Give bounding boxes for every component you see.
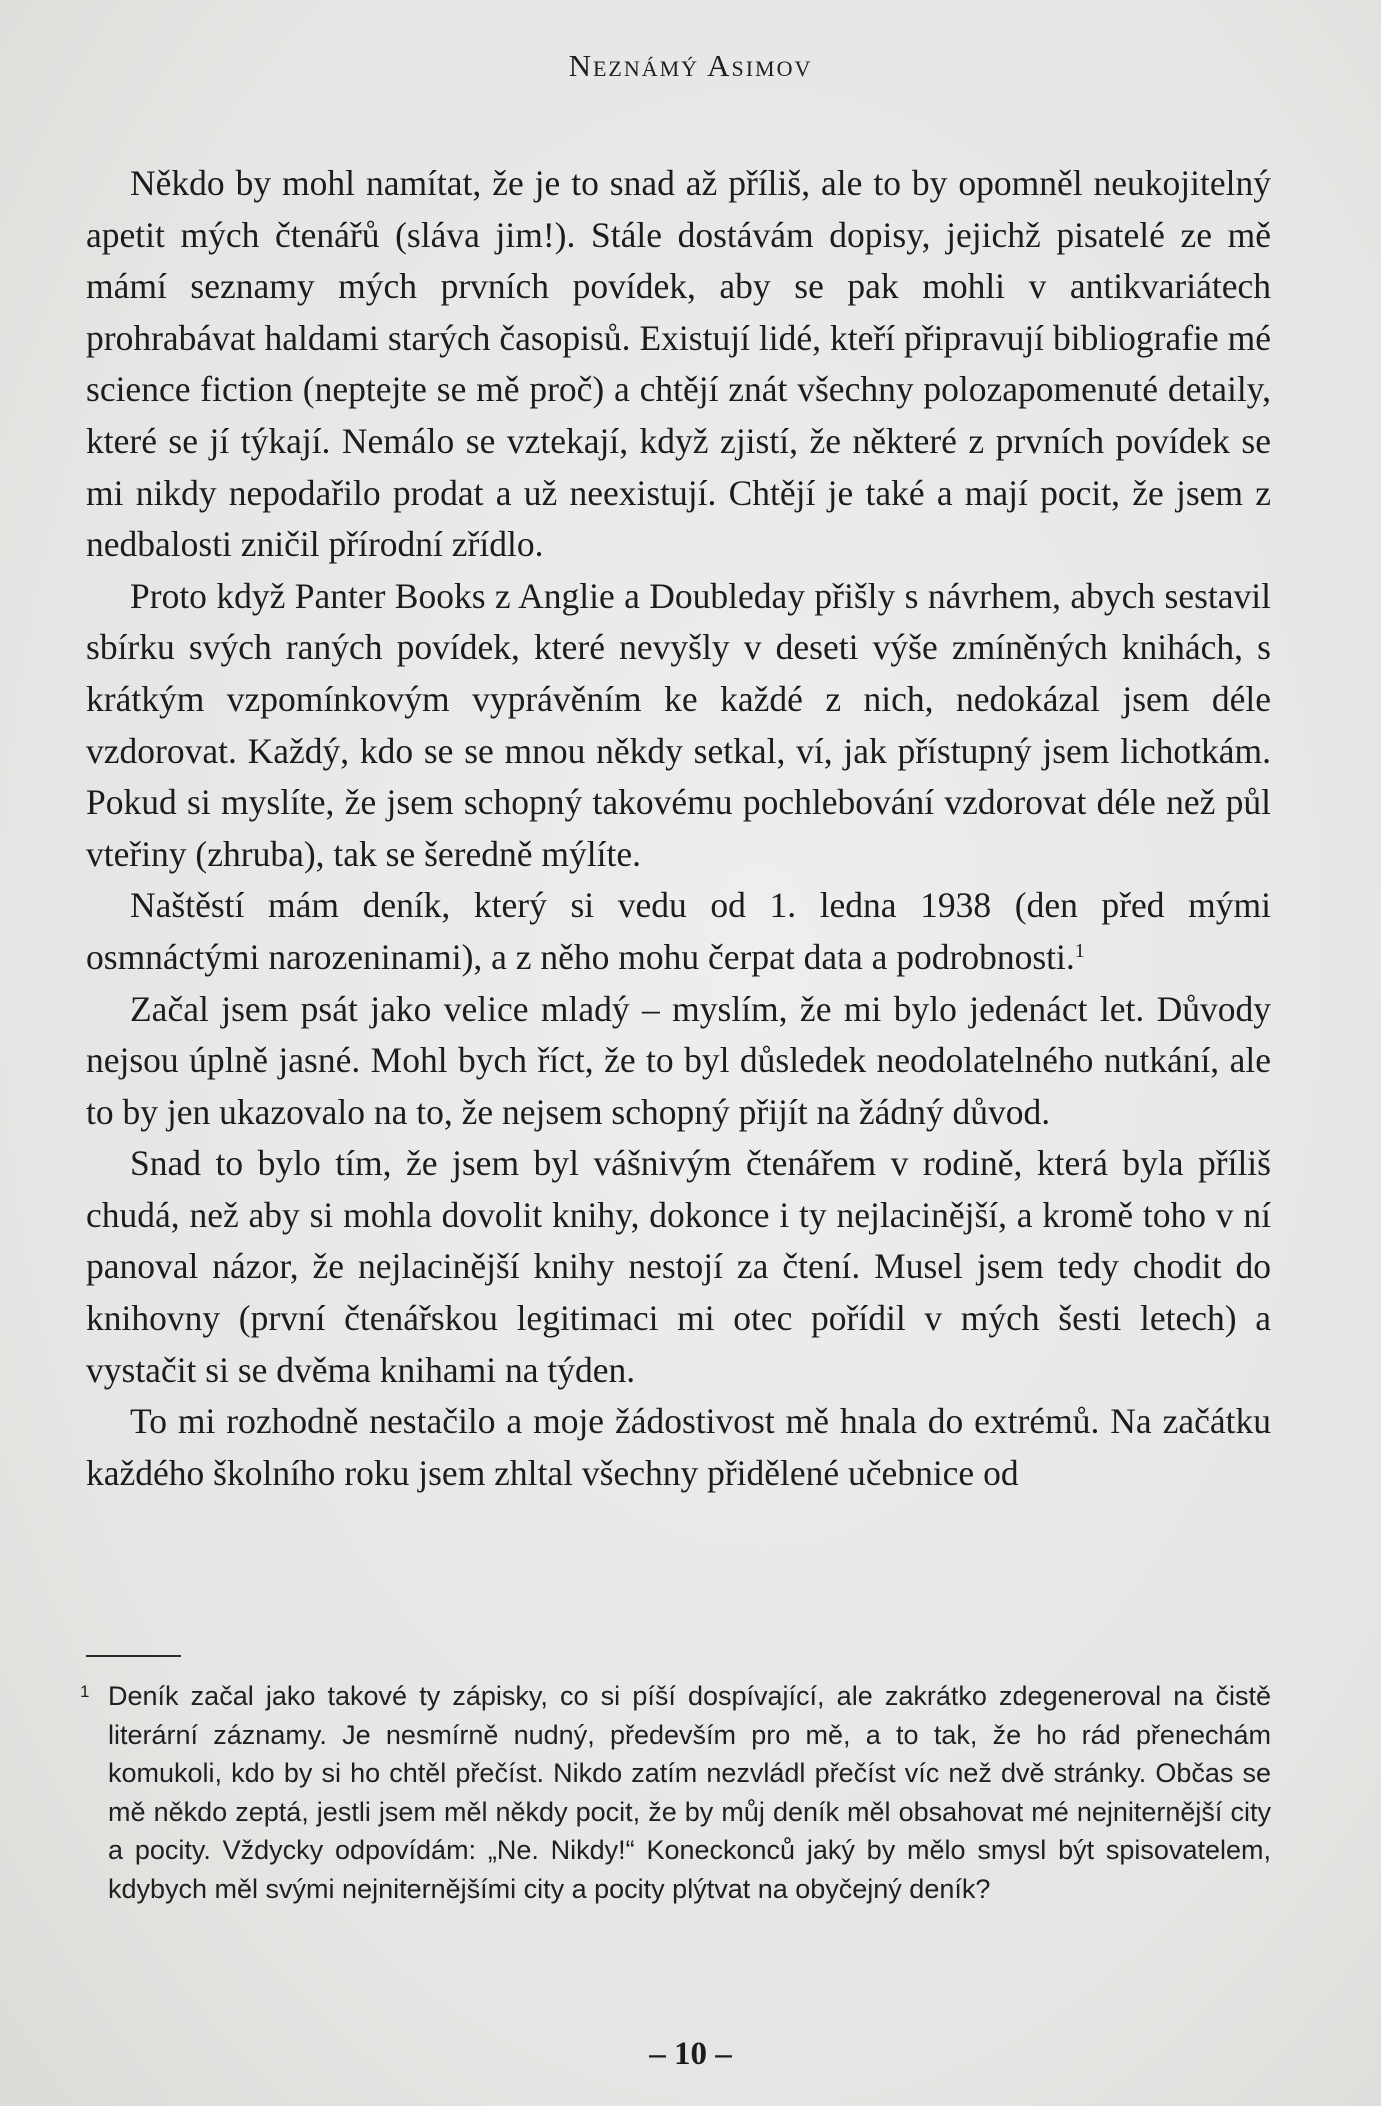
footnote-mark: 1 [80, 1682, 90, 1701]
footnote-reference: 1 [1074, 939, 1085, 962]
footnote [80, 1677, 1271, 1909]
paragraph: Začal jsem psát jako velice mladý – myslím, že mi bylo jedenáct let. Důvody nejsou úplně jasné. Mohl bych říct, že to byl důsledek neodolatelného nutkání, ale to by jen ukazovalo na to, že nejsem schopný přijít na žádný důvod. [86, 988, 1271, 1132]
paragraph: Snad to bylo tím, že jsem byl vášnivým čtenářem v rodině, která byla příliš chudá, než aby si mohla dovolit knihy, dokonce i ty nejlacinější, a kromě toho v ní panoval názor, že nejlacinější knihy nestojí za čtení. Musel jsem tedy chodit do knihovny (první čtenářskou legitimaci mi otec pořídil v mých šesti letech) a vystačit si se dvěma knihami na týden. [86, 1143, 1271, 1390]
paragraph-text: Naštěstí mám deník, který si vedu od 1. ledna 1938 (den před mými osmnáctými narozeninami), a z něho mohu čerpat data a podrobnosti. [86, 885, 1271, 977]
page-number: – 10 – [649, 2036, 732, 2072]
paragraph: Proto když Panter Books z Anglie a Doubleday přišly s návrhem, abych sestavil sbírku svých raných povídek, které nevyšly v deseti výše zmíněných knihách, s krátkým vzpomínkovým vyprávěním ke každé z nich, nedokázal jsem déle vzdorovat. Každý, kdo se se mnou někdy setkal, ví, jak přístupný jsem lichotkám. Pokud si myslíte, že jsem schopný takovému pochlebování vzdorovat déle než půl vteřiny (zhruba), tak se šeredně mýlíte. [86, 575, 1271, 874]
footnote-divider [86, 1655, 181, 1657]
paragraph: To mi rozhodně nestačilo a moje žádostivost mě hnala do extrémů. Na začátku každého školního roku jsem zhltal všechny přidělené učebnice od [86, 1401, 1271, 1493]
footnote-text: Deník začal jako takové ty zápisky, co si píší dospívající, ale zakrátko zdegeneroval na čistě literární záznamy. Je nesmírně nudný, především pro mě, a to tak, že ho rád přenechám komukoli, kdo by si ho chtěl přečíst. Nikdo zatím nezvládl přečíst víc než dvě stránky. Občas se mě někdo zeptá, jestli jsem měl někdy pocit, že by můj deník měl obsahovat mé nejniternější city a pocity. Vždycky odpovídám: „Ne. Nikdy!“ Koneckonců jaký by mělo smysl být spisovatelem, kdybych měl svými nejniternějšími city a pocity plýtvat na obyčejný deník? [108, 1681, 1271, 1904]
running-head: Neznámý Asimov [568, 48, 813, 83]
paragraph [86, 880, 1271, 983]
main-text [86, 158, 1271, 1499]
paragraph: Někdo by mohl namítat, že je to snad až příliš, ale to by opomněl neukojitelný apetit mých čtenářů (sláva jim!). Stále dostávám dopisy, jejichž pisatelé ze mě mámí seznamy mých prvních povídek, aby se pak mohli v antikvariátech prohrabávat haldami starých časopisů. Existují lidé, kteří připravují bibliografie mé science fiction (neptejte se mě proč) a chtějí znát všechny polozapomenuté detaily, které se jí týkají. Nemálo se vztekají, když zjistí, že některé z prvních povídek se mi nikdy nepodařilo prodat a už neexistují. Chtějí je také a mají pocit, že jsem z nedbalosti zničil přírodní zřídlo. [86, 163, 1271, 565]
